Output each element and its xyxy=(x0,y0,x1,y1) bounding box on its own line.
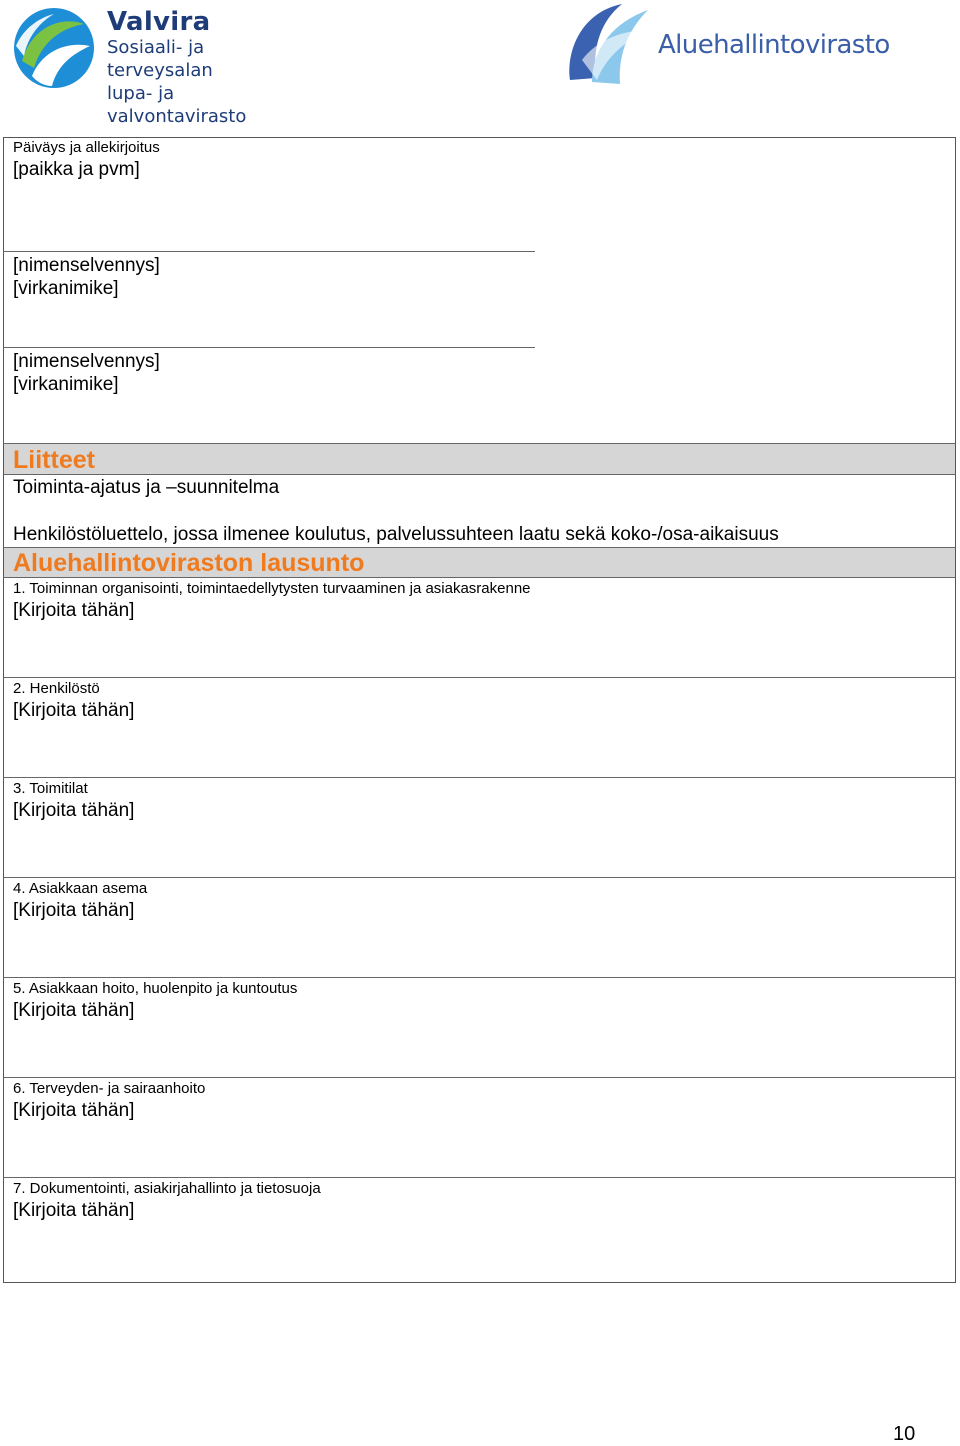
attachments-heading-rule xyxy=(3,474,956,475)
attachment-item: Toiminta-ajatus ja –suunnitelma xyxy=(13,477,280,498)
section-divider xyxy=(3,1077,956,1078)
signer-2-name[interactable]: [nimenselvennys] xyxy=(13,351,160,372)
place-date-field[interactable]: [paikka ja pvm] xyxy=(13,159,140,180)
section-label: 3. Toimitilat xyxy=(13,780,88,797)
valvira-subtitle-2: lupa- ja valvontavirasto xyxy=(107,83,247,127)
section-input[interactable]: [Kirjoita tähän] xyxy=(13,900,135,921)
form-frame xyxy=(3,137,956,1283)
section-divider xyxy=(3,977,956,978)
valvira-name: Valvira xyxy=(107,7,211,37)
avi-logo xyxy=(562,0,892,90)
attachment-item: Henkilöstöluettelo, jossa ilmenee koulutus, palvelussuhteen laatu sekä koko-/osa-aikaisuus xyxy=(13,524,779,545)
section-divider xyxy=(3,1177,956,1178)
valvira-wordmark xyxy=(107,8,297,128)
section-label: 6. Terveyden- ja sairaanhoito xyxy=(13,1080,206,1097)
section-input[interactable]: [Kirjoita tähän] xyxy=(13,800,135,821)
avi-emblem-icon xyxy=(562,0,652,88)
avi-wordmark: Aluehallintovirasto xyxy=(658,30,890,60)
section-input[interactable]: [Kirjoita tähän] xyxy=(13,1100,135,1121)
section-divider xyxy=(3,777,956,778)
valvira-emblem-icon xyxy=(12,6,96,90)
attachments-top-rule xyxy=(3,443,956,444)
valvira-logo xyxy=(12,6,297,127)
section-label: 7. Dokumentointi, asiakirjahallinto ja tietosuoja xyxy=(13,1180,321,1197)
statement-heading-rule xyxy=(3,577,956,578)
section-input[interactable]: [Kirjoita tähän] xyxy=(13,700,135,721)
signature-line-1 xyxy=(3,251,535,252)
section-label: 5. Asiakkaan hoito, huolenpito ja kuntoutus xyxy=(13,980,298,997)
statement-heading: Aluehallintoviraston lausunto xyxy=(13,549,365,577)
section-divider xyxy=(3,677,956,678)
attachments-heading: Liitteet xyxy=(13,446,95,474)
signer-1-title[interactable]: [virkanimike] xyxy=(13,278,119,299)
section-input[interactable]: [Kirjoita tähän] xyxy=(13,600,135,621)
signature-label: Päiväys ja allekirjoitus xyxy=(13,139,160,156)
page-number: 10 xyxy=(893,1423,916,1445)
signer-2-title[interactable]: [virkanimike] xyxy=(13,374,119,395)
section-divider xyxy=(3,877,956,878)
section-input[interactable]: [Kirjoita tähän] xyxy=(13,1200,135,1221)
attachments-heading-bar xyxy=(4,443,955,474)
valvira-subtitle-1: Sosiaali- ja terveysalan xyxy=(107,37,213,81)
section-input[interactable]: [Kirjoita tähän] xyxy=(13,1000,135,1021)
section-label: 1. Toiminnan organisointi, toimintaedellytysten turvaaminen ja asiakasrakenne xyxy=(13,580,531,597)
signature-line-2 xyxy=(3,347,535,348)
signer-1-name[interactable]: [nimenselvennys] xyxy=(13,255,160,276)
statement-top-rule xyxy=(3,547,956,548)
section-label: 4. Asiakkaan asema xyxy=(13,880,148,897)
section-label: 2. Henkilöstö xyxy=(13,680,100,697)
